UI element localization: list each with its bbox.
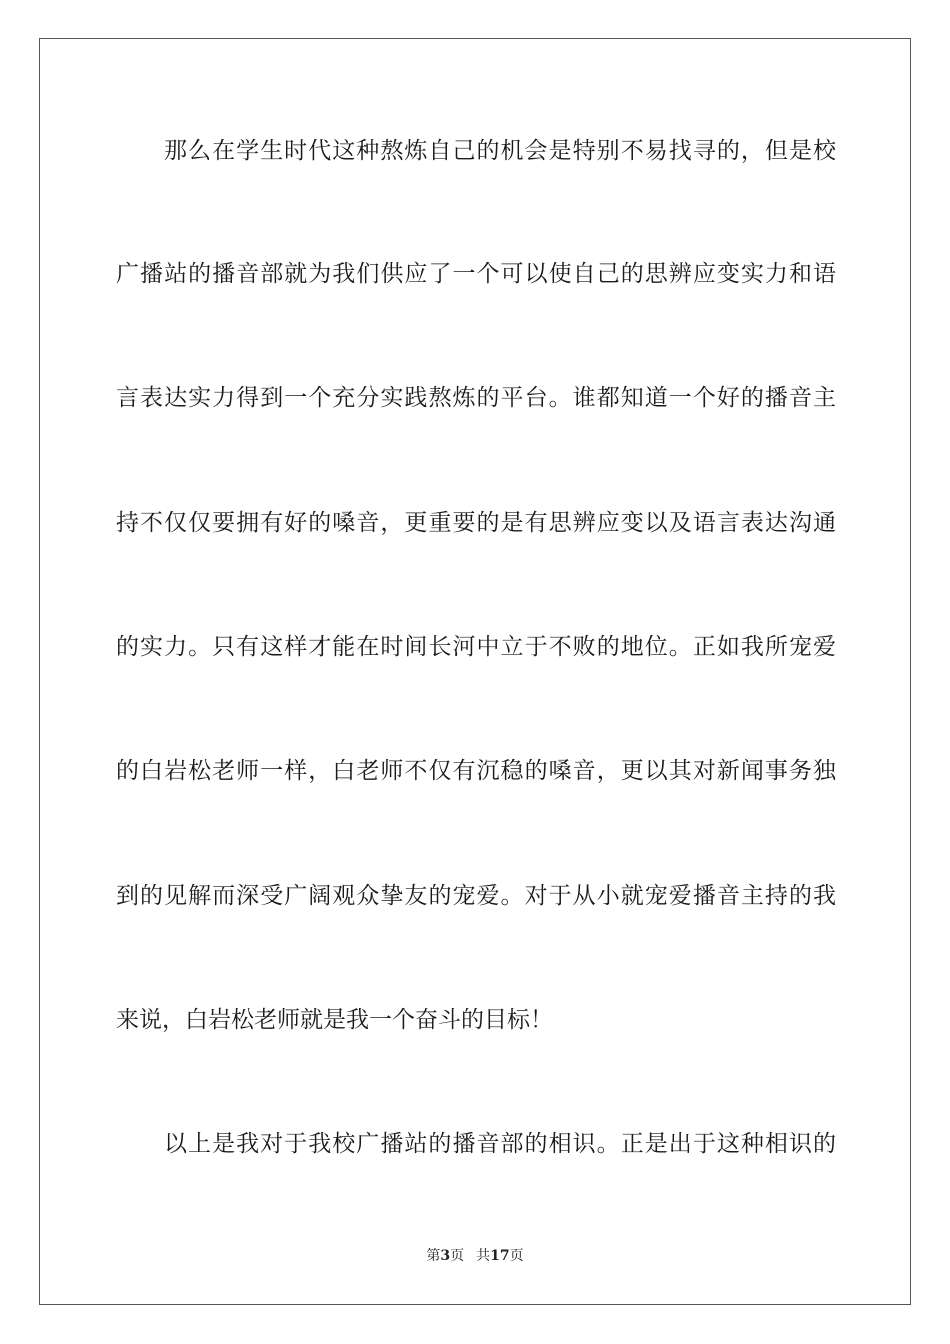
- text-line-7: 到的见解而深受广阔观众挚友的宠爱。对于从小就宠爱播音主持的我: [116, 883, 836, 909]
- page-footer: [0, 1247, 950, 1265]
- page-suffix: 页: [450, 1248, 465, 1264]
- text-line-5: 的实力。只有这样才能在时间长河中立于不败的地位。正如我所宠爱: [116, 634, 836, 660]
- text-line-2: 广播站的播音部就为我们供应了一个可以使自己的思辨应变实力和语: [116, 261, 836, 287]
- total-prefix: 共: [476, 1248, 491, 1264]
- text-line-1: 那么在学生时代这种熬炼自己的机会是特别不易找寻的，但是校: [164, 138, 836, 164]
- page-current-number: 3: [440, 1248, 451, 1264]
- text-line-9: 以上是我对于我校广播站的播音部的相识。正是出于这种相识的: [164, 1131, 836, 1157]
- text-line-4: 持不仅仅要拥有好的嗓音，更重要的是有思辨应变以及语言表达沟通: [116, 510, 836, 536]
- page-prefix: 第: [426, 1248, 441, 1264]
- text-line-3: 言表达实力得到一个充分实践熬炼的平台。谁都知道一个好的播音主: [116, 385, 836, 411]
- text-line-8: 来说，白岩松老师就是我一个奋斗的目标！: [116, 1007, 553, 1033]
- page-border: [39, 38, 911, 1305]
- page-total-number: 17: [490, 1248, 510, 1264]
- text-line-6: 的白岩松老师一样，白老师不仅有沉稳的嗓音，更以其对新闻事务独: [116, 758, 836, 784]
- total-suffix: 页: [509, 1248, 524, 1264]
